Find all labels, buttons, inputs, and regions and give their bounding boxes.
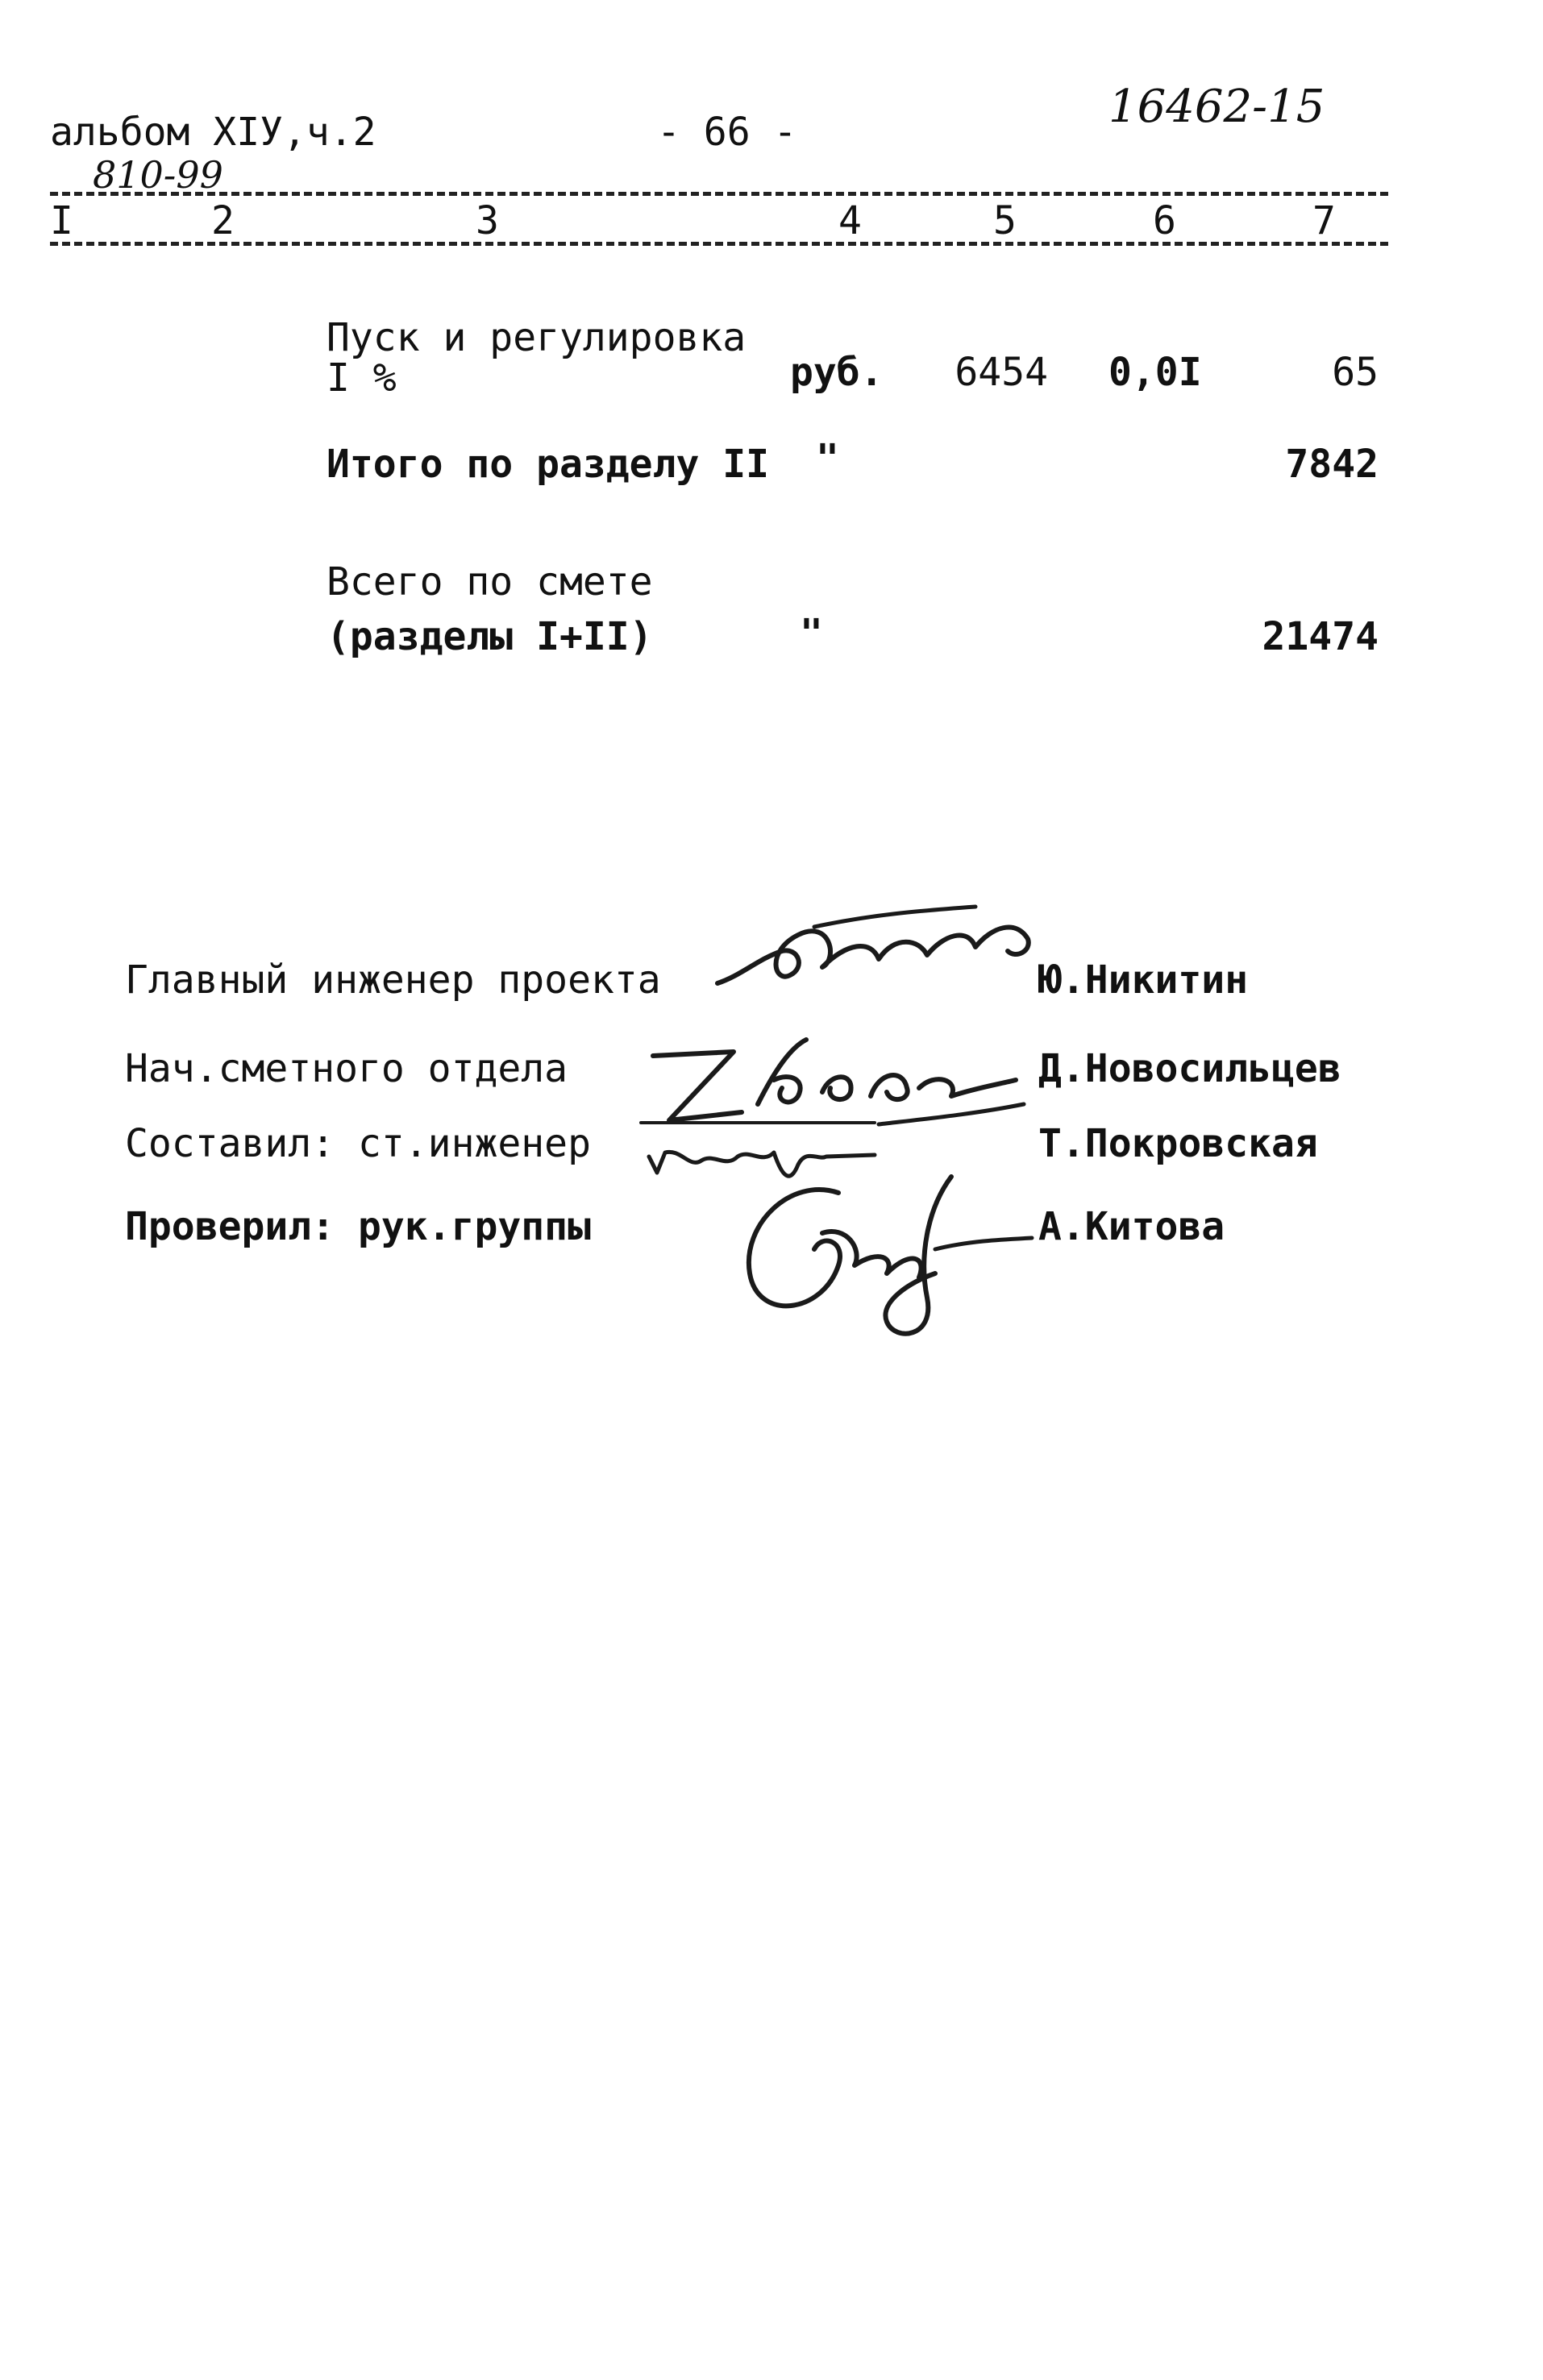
header-rule-bottom (50, 242, 1388, 246)
row-name: Всего по смете (326, 559, 653, 604)
column-number: 7 (1312, 198, 1336, 243)
signature-role: Нач.сметного отдела (125, 1046, 568, 1091)
row-unit: руб. (790, 350, 884, 395)
row-unit-ditto: " (800, 611, 823, 656)
row-total: 21474 (1262, 614, 1379, 659)
row-name-line2: I % (326, 355, 397, 401)
header-rule-top (50, 192, 1388, 196)
row-rate: 0,0I (1108, 350, 1202, 395)
column-number: 6 (1153, 198, 1176, 243)
signature-person: Т.Покровская (1038, 1121, 1318, 1166)
column-number: 3 (476, 198, 499, 243)
signature-person: Ю.Никитин (1038, 957, 1249, 1003)
signature-scribble-1 (709, 903, 1048, 999)
signature-role: Главный инженер проекта (125, 957, 661, 1003)
row-name: Итого по разделу II (326, 442, 770, 487)
column-number: 5 (993, 198, 1017, 243)
doc-code-handwritten: 16462-15 (1108, 81, 1325, 133)
column-number: 4 (838, 198, 862, 243)
signature-person: Д.Новосильцев (1038, 1046, 1341, 1091)
column-number: 2 (211, 198, 235, 243)
row-quantity: 6454 (954, 350, 1048, 395)
row-total: 65 (1332, 350, 1379, 395)
column-number: I (50, 198, 73, 243)
page-number: - 66 - (657, 110, 797, 155)
row-unit-ditto: " (816, 436, 839, 481)
signature-person: А.Китова (1038, 1204, 1225, 1249)
row-name-line2: (разделы I+II) (326, 614, 653, 659)
sub-code-handwritten: 810-99 (93, 153, 223, 197)
signature-role: Проверил: рук.группы (125, 1204, 591, 1249)
signature-role: Составил: ст.инженер (125, 1121, 591, 1166)
album-label: альбом XIУ,ч.2 (50, 110, 376, 155)
signature-scribble-4 (726, 1161, 1048, 1346)
row-total: 7842 (1285, 442, 1379, 487)
row-name: Пуск и регулировка (326, 315, 747, 360)
